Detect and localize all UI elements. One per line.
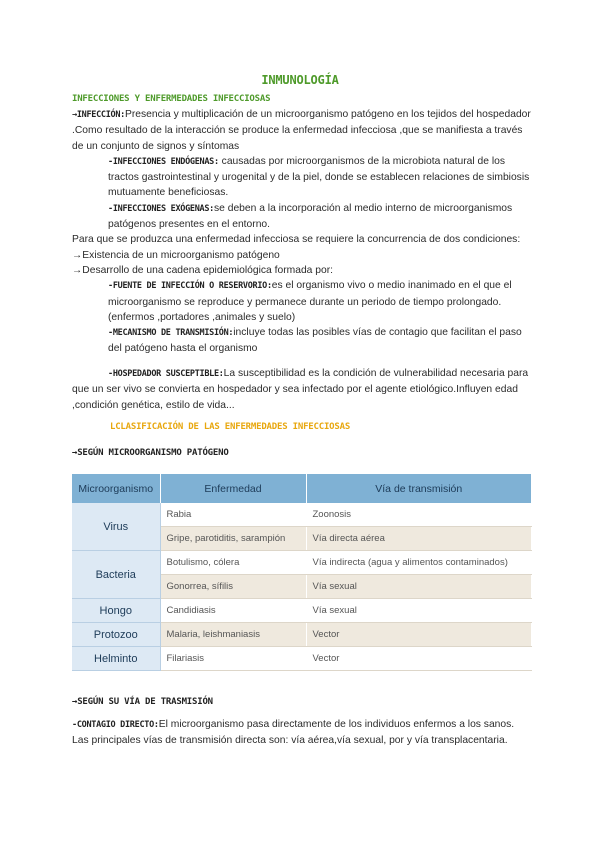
cell-enfermedad: Botulismo, cólera <box>160 551 306 575</box>
text-exogenas: se deben a la incorporación al medio interno de microorganismos patógenos presentes en el entorno. <box>108 202 513 231</box>
cell-enfermedad: Malaria, leishmaniasis <box>160 623 306 647</box>
cell-helminto: Helminto <box>72 647 160 671</box>
intro-block <box>72 107 532 357</box>
header-microorganismo: Microorganismo <box>72 474 160 503</box>
label-endogenas: -INFECCIONES ENDÓGENAS: <box>108 156 219 167</box>
table-header-row <box>72 474 532 503</box>
table-row <box>72 647 532 671</box>
cell-enfermedad: Gripe, parotiditis, sarampión <box>160 527 306 551</box>
cell-enfermedad: Filariasis <box>160 647 306 671</box>
cell-via: Zoonosis <box>306 503 532 527</box>
page-title: INMUNOLOGÍA <box>261 73 339 87</box>
paragraph-mecanismo <box>72 325 532 357</box>
text-mecanismo: incluye todas las posibles vías de contagio que facilitan el paso del patógeno hasta el organismo <box>108 327 522 355</box>
header-via: Vía de transmisión <box>306 474 532 503</box>
cell-enfermedad: Gonorrea, sífilis <box>160 575 306 599</box>
section-heading-clasificacion: LCLASIFICACIÓN DE LAS ENFERMEDADES INFECCIOSAS <box>110 422 351 432</box>
label-mecanismo: -MECANISMO DE TRANSMISIÓN: <box>108 328 234 339</box>
classification-table <box>72 474 532 671</box>
cell-bacteria: Bacteria <box>72 551 160 599</box>
label-contagio: -CONTAGIO DIRECTO: <box>72 720 159 730</box>
condition-2: →Desarrollo de una cadena epidemiológica formada por: <box>72 264 334 276</box>
paragraph-exogenas <box>72 201 532 233</box>
section-heading-infecciones: INFECCIONES Y ENFERMEDADES INFECCIOSAS <box>72 94 271 104</box>
cell-via: Vía sexual <box>306 599 532 623</box>
paragraph-concurrencia: Para que se produzca una enfermedad infecciosa se requiere la concurrencia de dos condiciones: <box>72 234 521 246</box>
text-contagio: El microorganismo pasa directamente de los individuos enfermos a los sanos. Las principales vías de transmisión directa son: vía aérea,vía sexual, por y vía transplacentaria. <box>72 719 515 747</box>
cell-protozoo: Protozoo <box>72 623 160 647</box>
subheading-microorganismo: →SEGÚN MICROORGANISMO PATÓGENO <box>72 448 229 458</box>
table-row <box>72 503 532 527</box>
table-row <box>72 551 532 575</box>
cell-via: Vía sexual <box>306 575 532 599</box>
cell-virus: Virus <box>72 503 160 551</box>
cell-via: Vía directa aérea <box>306 527 532 551</box>
label-exogenas: -INFECCIONES EXÓGENAS: <box>108 203 214 214</box>
label-infeccion: →INFECCIÓN: <box>72 110 125 120</box>
cell-via: Vector <box>306 647 532 671</box>
paragraph-contagio <box>72 717 532 749</box>
label-fuente: -FUENTE DE INFECCIÓN O RESERVORIO: <box>108 281 272 292</box>
paragraph-endogenas <box>72 154 532 201</box>
table-row <box>72 623 532 647</box>
text-hospedador: La susceptibilidad es la condición de vulnerabilidad necesaria para que un ser vivo se convierta en hospedador y sea infectado por el agente etiológico.Influyen edad ,condición genética, estilo de vida... <box>72 368 529 411</box>
subheading-via-transmision: →SEGÚN SU VÍA DE TRASMISIÓN <box>72 697 213 707</box>
text-fuente: es el organismo vivo o medio inanimado en el que el microorganismo se reproduce y permanece durante un periodo de tiempo prolongado.(enfermos ,portadores ,animales y suelo) <box>108 280 512 323</box>
cell-enfermedad: Candidiasis <box>160 599 306 623</box>
table-row <box>72 599 532 623</box>
cell-enfermedad: Rabia <box>160 503 306 527</box>
label-hospedador: -HOSPEDADOR SUSCEPTIBLE: <box>108 369 224 379</box>
text-infeccion: Presencia y multiplicación de un microorganismo patógeno en los tejidos del hospedador .Como resultado de la interacción se produce la enfermedad infecciosa ,que se manifiesta a través de un conjunto de signos y síntomas <box>72 109 531 152</box>
cell-via: Vector <box>306 623 532 647</box>
cell-hongo: Hongo <box>72 599 160 623</box>
cell-via: Vía indirecta (agua y alimentos contaminados) <box>306 551 532 575</box>
condition-1: →Existencia de un microorganismo patógeno <box>72 249 280 261</box>
paragraph-infeccion <box>72 107 532 154</box>
header-enfermedad: Enfermedad <box>160 474 306 503</box>
text-endogenas: causadas por microorganismos de la microbiota natural de los tractos gastrointestinal y urogenital y de la piel, donde se establecen relaciones de simbiosis mutuamente beneficiosas. <box>108 155 530 199</box>
paragraph-hospedador <box>72 366 532 413</box>
paragraph-fuente <box>72 278 532 325</box>
